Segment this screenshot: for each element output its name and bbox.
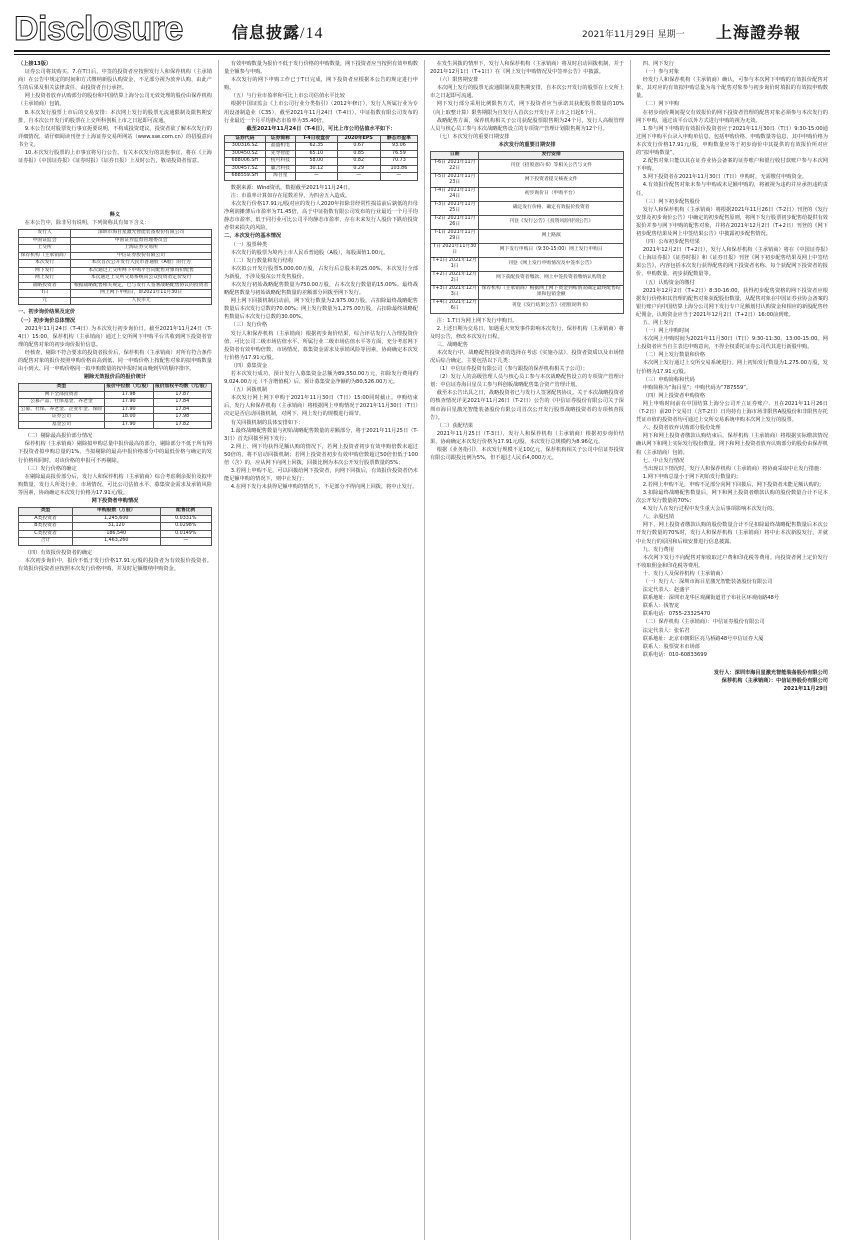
table-cell: 70.73 (380, 158, 417, 166)
table-cell: 300450.SZ (225, 150, 266, 158)
table-cell: 保荐机构（主承销商）根据网上网下资金到账情况确定最终配售结果和包销金额 (479, 285, 624, 299)
paragraph: （四）公布初步配售结果 (642, 239, 700, 246)
table-row (19, 275, 212, 283)
masthead-rule (14, 50, 830, 52)
paragraph: （二）发行数量和发行结构 (230, 257, 294, 264)
paragraph-group (224, 60, 418, 125)
table-cell: 0.29 (337, 165, 380, 173)
table-cell: 上海证券交易所 (71, 245, 212, 253)
table-cell: 合计 (19, 538, 73, 546)
table-cell: 1,463,260 (73, 538, 161, 546)
paragraph: 9.本公告仅对股票发行事宜扼要说明，不构成投资建议。投资者欲了解本次发行的详细情况，请仔细阅读刊登于上海证券交易所网站（www.sse.com.cn）的招股意向书全文。 (18, 125, 212, 148)
table-cell: 17.90 (104, 406, 153, 414)
table-cell: 网上发行 (19, 275, 71, 283)
table-caption: 截至2021年11月24日（T-4日），可比上市公司估值水平如下： (246, 125, 396, 132)
paragraph: （三）发行价格 (230, 322, 268, 329)
paragraph: 本次网下发行不向配售对象收取过户费和印花税等费用。向投资者网上定价发行不收取佣金和印花税等费用。 (636, 554, 828, 569)
table-cell: T-3日 2021年11月25日 (431, 201, 479, 215)
paragraph: （七）本次发行的重要日期安排 (436, 133, 510, 140)
table-cell: B类投资者 (19, 523, 73, 531)
table-cell: 网下投资者提交核查文件 (479, 173, 624, 187)
paragraph: 申购简称为“海目星”；申购代码为“787559”。 (642, 384, 752, 391)
table-cell: 186,540 (73, 530, 161, 538)
paragraph: 网下、网上投资者缴款认购的股份数量合计不足扣除最终战略配售数量后本次公开发行数量的70%时，发行人和保荐机构（主承销商）将中止本次新股发行，并就中止发行的原因和后续安排进行信息披露。 (636, 522, 828, 545)
table-cell: 300457.SZ (225, 165, 266, 173)
table-cell: 300316.SZ (225, 143, 266, 151)
table-row (19, 421, 212, 429)
table-row (19, 252, 212, 260)
table-cell: 18.00 (104, 414, 153, 422)
table-cell: 刊登《发行公告》《投资风险特别公告》 (479, 215, 624, 229)
table-cell: — (337, 173, 380, 181)
definitions-heading: 释义 (109, 212, 121, 219)
table-cell: 17.87 (153, 391, 211, 399)
paragraph: 联系人：股票资本市场部 (642, 643, 700, 650)
paragraph: 本次网上发行通过上交所交易系统进行。网上初始发行数量为1,275.00万股，发行价格为17.91元/股。 (636, 360, 828, 375)
paragraph: 在发生回拨的情形下，发行人和保荐机构（主承销商）将及时启动回拨机制，并于2021年12月1日（T+1日）在《网上发行申购情况及中签率公告》中披露。 (430, 61, 624, 76)
table-cell: 初步询价日（申购平台） (479, 187, 624, 201)
table-row (19, 237, 212, 245)
paragraph: 注：市盈率计算如存在尾数差异，为四舍五入造成。 (230, 192, 351, 199)
quote-stats-table (18, 383, 212, 429)
table-cell: T+2日 2021年12月2日 (431, 271, 479, 285)
paragraph: 1.网下申购总量小于网下初始发行数量的； (642, 473, 742, 480)
table-cell: 0.0298% (160, 523, 212, 531)
paragraph: 本次发行的网下申购工作已于T日完成，网下投资者应根据本公告的规定进行申购。 (224, 77, 418, 92)
paragraph: 2.配售对象只能以其在证券业协会备案的证券账户和银行收付款账户参与本次网下申购。 (636, 158, 828, 173)
paragraph: 八、余股包销 (642, 514, 674, 521)
paragraph: （四）募集资金 (230, 362, 268, 369)
table-header-cell: 报价中位数（元/股） (106, 384, 152, 390)
paragraph: 根据《业务指引》，本次发行规模不足10亿元，保荐机构相关子公司中信证券投资有限公司跟投比例为5%，但不超过人民币4,000万元。 (430, 447, 624, 462)
paragraph: 本次发行初始战略配售数量为750.00万股，占本次发行数量的15.00%。最终战略配售数量与初始战略配售数量的差额部分回拨至网下发行。 (224, 281, 418, 297)
paragraph: （一）股票种类 (230, 241, 268, 248)
signature-date: 2021年11月29日 (783, 686, 828, 693)
table-row (225, 150, 418, 158)
table-row (431, 159, 624, 173)
table-row (225, 165, 418, 173)
paragraph: 根据中国证监会《上市公司行业分类指引》（2012年修订），发行人所属行业为专用设备制造业（C35），截至2021年11月24日（T-4日），中证指数有限公司发布的行业最近一个月平均静态市盈率为35.40倍。 (224, 101, 418, 124)
table-cell: T日 2021年11月30日 (431, 243, 479, 257)
paragraph: 发行人和保荐机构（主承销商）将根据2021年11月26日（T-2日）刊登的《发行安排及初步询价公告》中确定的初步配售原则，将网下发行股票初步配售给提供有效报价并参与网下申购的配售对象，并将在2021年12月2日（T+2日）刊登的《网下初步配售结果及网上中签结果公告》中披露初步配售情况。 (636, 206, 828, 237)
paragraph: 4.在网下发行未获得足额申购的情况下，不足部分不得向网上回拨，将中止发行。 (230, 484, 418, 491)
paragraph: 2021年12月2日（T+2日）8:30-16:00，获得初步配售资格的网下投资者应根据发行价格和其管理的配售对象获配股份数量，从配售对象在中国证券业协会备案的银行账户向中国结算上海分公司网下发行专户足额划付认购资金和相应的新股配售经纪佣金，认购资金应当于2021年12月2日（T+2日）16:00前到账。 (636, 287, 828, 318)
section-heading: 二、本次发行的基本情况 (224, 233, 282, 240)
table-row (431, 201, 624, 215)
paragraph: （三）申购简称和代码 (642, 376, 695, 383)
table-cell: 688559.SH (225, 173, 266, 181)
table-cell: 31,120 (73, 523, 161, 531)
schedule-table (430, 151, 624, 314)
table-cell: 网下发行申购日（9:30-15:00）网上发行申购日 (479, 243, 624, 257)
table-cell: 1,245,600 (73, 515, 161, 523)
paragraph: 本次发行中，战略配售投资者的选择在考虑《实施办法》、投资者资质以及市场情况后综合确定，主要包括以下几类： (430, 349, 624, 364)
paragraph: 3.扣除最终战略配售数量后，网下和网上投资者缴款认购的股份数量合计不足本次公开发行数量的70%； (636, 489, 828, 505)
paragraph: 四、网下发行 (642, 61, 674, 67)
table-cell: C类投资者 (19, 530, 73, 538)
paragraph: 4.有效报价配售对象未参与申购或未足额申购的，将被视为违约并应承担违约责任。 (636, 182, 828, 197)
section-label: 信息披露 (232, 23, 301, 42)
paragraph: 当出现以下情况时，发行人和保荐机构（主承销商）将协商采取中止发行措施： (642, 465, 825, 472)
paragraph: 证券公司将其购买。7.在T日后，中签的投资者应按照发行人和保荐机构（主承销商）在公告中规定的时间和方式缴纳新股认购资金，不足部分视为放弃认购，由此产生的后果及相关法律责任，由投资者自行承担。 (18, 69, 212, 92)
signature-block (636, 669, 828, 693)
paragraph: （二）网上发行数量和价格 (642, 352, 706, 359)
table-row (431, 215, 624, 229)
paragraph: 本次发行网上网下申购于2021年11月30日（T日）15:00同时截止。申购结束后，发行人和保荐机构（主承销商）将根据网上申购情况于2021年11月30日（T日）决定是否启动回拨机制，对网下、网上发行的规模进行调节。 (224, 395, 418, 418)
paragraph: 联系地址：北京市朝阳区亮马桥路48号中信证券大厦 (642, 635, 764, 642)
table-cell: 本次通过上交所交易系统向公众投资者定价发行 (71, 275, 212, 283)
table-cell: 17.90 (104, 399, 153, 407)
paragraph: 保荐机构（主承销商）剔除拟申购总量中报价最高的部分，剔除部分不低于所有网下投资者拟申购总量的1%。当拟剔除的最高申报价格部分中的最低价格与确定的发行价格相同时，对该价格的申报可不再剔除。 (18, 441, 212, 464)
table-cell: 网下全部投资者 (19, 391, 105, 399)
table-caption: 本次发行的重要日期安排 (498, 141, 556, 148)
table-cell: 17.84 (153, 406, 211, 414)
table-header-cell: 配售比例 (160, 508, 212, 516)
table-cell: 海目星 (265, 173, 296, 181)
table-header-cell: 发行安排 (479, 152, 624, 160)
table-cell: 杭可科技 (265, 158, 296, 166)
table-cell: 62.35 (296, 143, 337, 151)
paragraph: 联系电话：010-60833699 (642, 651, 707, 658)
table-cell: 网上路演 (479, 229, 624, 243)
table-cell: 17.98 (153, 414, 211, 422)
paragraph: 六、投资者放弃认购部分股份处理 (642, 425, 721, 432)
table-cell: 公募、社保、养老金、企业年金、保险 (19, 406, 105, 414)
issuer-signature: 发行人：深圳市海目星激光智能装备股份有限公司 (713, 669, 828, 676)
paragraph: 五、网上发行 (642, 320, 674, 326)
newspaper-name: 上海證券報 (716, 23, 802, 42)
table-row (19, 391, 212, 399)
column-4 (636, 60, 828, 1240)
paragraph: 2021年12月2日（T+2日），发行人和保荐机构（主承销商）将在《中国证券报》《上海证券报》《证券时报》和《证券日报》刊登《网下初步配售结果及网上中签结果公告》，内容包括本次发行获得配售的网下投资者名称、每个获配网下投资者的报价、申购数量、初步获配数量等。 (636, 247, 828, 278)
paragraph: （二）获配结果 (436, 422, 474, 429)
table-cell: 17.98 (104, 391, 153, 399)
table-cell: 赢合科技 (265, 165, 296, 173)
table-row (19, 414, 212, 422)
article-body (18, 60, 828, 1240)
table-row (431, 243, 624, 257)
paragraph-group (636, 60, 828, 659)
paragraph: 发行人和保荐机构（主承销商）根据初步询价结果，综合评估发行人合理投资价值、可比公司二级市场估值水平、所属行业二级市场估值水平等方面，充分考虑网下投资者有效申购倍数、市场情况、募集资金需求及承销风险等因素，协商确定本次发行价格为17.91元/股。 (224, 330, 418, 361)
table-cell: 根据战略配售相关规定，已与发行人签署战略配售协议的投资者 (71, 282, 212, 290)
table-header-cell: 类型 (19, 384, 105, 392)
paragraph: （二）保荐机构（主承销商）：中信证券股份有限公司 (642, 619, 765, 626)
paragraph: 法定代表人：张佑君 (642, 627, 690, 634)
table-row (19, 523, 212, 531)
paragraph: 本次初步询价中，报价不低于发行价格17.91元/股的投资者为有效报价投资者。有效报价投资者应按照本次发行价格申购，并及时足额缴纳申购资金。 (18, 557, 212, 572)
table-cell: 0.67 (337, 143, 380, 151)
table-cell: 本次发行 (19, 260, 71, 268)
table-row (19, 260, 212, 268)
table-cell: T+1日 2021年12月1日 (431, 257, 479, 271)
table-cell: — (380, 173, 417, 181)
table-cell: — (296, 173, 337, 181)
table-row (19, 297, 212, 305)
table-cell: 65.10 (296, 150, 337, 158)
table-cell: 刊登《网上发行申购情况及中签率公告》 (479, 257, 624, 271)
table-note: 注：1.T日为网上网下发行申购日。 (436, 317, 518, 324)
table-cell: 本次通过上交所网下申购平台向配售对象询价配售 (71, 267, 212, 275)
paragraph: 1.最终战略配售数量与初始战略配售数量的差额部分，将于2021年11月25日（T-3日）首先回拨至网下发行； (224, 427, 418, 442)
paragraph: （2）发行人的高级管理人员与核心员工参与本次战略配售设立的专项资产管理计划：中信证券海目星员工参与科创板战略配售集合资产管理计划。 (430, 374, 624, 389)
table-cell: 17.90 (104, 421, 153, 429)
paragraph: 本次网上发行的股票无流通限制及限售期安排，自本次公开发行的股票在上交所上市之日起即可流通。 (430, 85, 624, 100)
paragraph: （三）发行价格的确定 (24, 465, 77, 472)
table-cell: 中国证监会 (19, 237, 71, 245)
table-header-cell: 证券代码 (225, 135, 266, 143)
paragraph: 本次网上申购时间为2021年11月30日（T日）9:30-11:30、13:00-15:00。网上投资者应当自主表达申购意向，不得全权委托证券公司代其进行新股申购。 (636, 336, 828, 351)
paragraph-group (18, 325, 212, 374)
table-cell: 刊登《发行结果公告》《招股说明书》 (479, 299, 624, 313)
table-row (225, 173, 418, 181)
table-row (431, 271, 624, 285)
table-cell: 战略投资者 (19, 282, 71, 290)
paragraph: 网上网下回拨机制启动前，网下发行数量为2,975.00万股，占扣除最终战略配售数量后本次发行总数的70.00%；网上发行数量为1,275.00万股，占扣除最终战略配售数量后本次发行总数的30.00%。 (224, 298, 418, 321)
paragraph: （二）网下申购 (642, 101, 680, 108)
paragraph-group (430, 60, 624, 141)
table-cell: T-4日 2021年11月24日 (431, 187, 479, 201)
paragraph: 10.本次发行股票的上市事宜将另行公告。有关本次发行的其他事宜，将在《上海证券报》《中国证券报》《证券时报》《证券日报》上及时公告，敬请投资者留意。 (18, 150, 212, 165)
paragraph: 截至本公告出具之日，战略投资者已与发行人签署配售协议。关于本次战略投资者的核查情况详见2021年11月26日（T-2日）公告的《中信证券股份有限公司关于深圳市海目星激光智能装备股份有限公司首次公开发行股票战略投资者的专项核查报告》。 (430, 390, 624, 421)
table-cell: 网下发行 (19, 267, 71, 275)
subsection-heading: （一）初步询价总体情况 (18, 317, 76, 324)
table-cell: 先导智能 (265, 150, 296, 158)
table-cell: T-1日 2021年11月29日 (431, 229, 479, 243)
paragraph-group (224, 241, 418, 492)
table-cell: 基金公司 (19, 421, 105, 429)
paragraph: （一）发行人：深圳市海目星激光智能装备股份有限公司 (642, 579, 773, 585)
table-row (19, 290, 212, 298)
table-row (225, 158, 418, 166)
table-cell: 0.82 (337, 158, 380, 166)
paragraph: 战略配售方面，保荐机构相关子公司获配股票限售期为24个月，发行人高级管理人员与核心员工参与本次战略配售设立的专项资产管理计划限售期为12个月。 (430, 117, 624, 132)
section-heading: 一、初步询价结果及定价 (18, 309, 76, 316)
page-number: /14 (300, 25, 324, 42)
table-row (19, 230, 212, 238)
paragraph: 联系电话：0755-23325470 (642, 611, 711, 618)
paragraph-group (18, 432, 212, 497)
subscription-table (18, 507, 212, 546)
paragraph-group (430, 325, 624, 463)
column-2 (224, 60, 418, 1240)
underwriter-signature: 保荐机构（主承销商）：中信证券股份有限公司 (721, 678, 828, 685)
table-cell: 网下获配投资者缴款、网上中签投资者缴纳认购资金 (479, 271, 624, 285)
table-cell: A类投资者 (19, 515, 73, 523)
table-cell: T-5日 2021年11月23日 (431, 173, 479, 187)
table-row (19, 282, 212, 290)
table-row (19, 399, 212, 407)
table-header-cell: 日期 (431, 152, 479, 160)
definitions-table (18, 229, 212, 305)
paragraph: 2.网上、网下均获得足额认购的情况下，若网上投资者初步有效申购倍数未超过50倍的，将不启动回拨机制；若网上投资者初步有效申购倍数超过50倍但低于100倍（含）的，应从网下向网上回拨，回拨比例为本次公开发行股票数量的5%； (224, 443, 418, 467)
table-row (19, 406, 212, 414)
paragraph: 8.本次发行股票上市后的交易安排：本次网上发行的股票无流通限制及限售期安排，自本次公开发行的股票在上交所科创板上市之日起即可流通。 (18, 109, 212, 124)
table-note: 数据来源：Wind资讯，数据截至2021年11月24日。 (230, 184, 354, 191)
section-title (232, 20, 323, 43)
paragraph: 经发行人和保荐机构（主承销商）确认，可参与本次网下申购的有效报价配售对象，其对应的有效拟申购总量为每个配售对象参与初步询价时填报的有效拟申购数量。 (636, 77, 828, 100)
paragraph: 3.网下投资者在2021年11月30日（T日）申购时，无需缴付申购资金。 (642, 174, 807, 181)
brand-logo: Disclosure (14, 10, 183, 48)
table-header-cell: 申购股数（万股） (73, 508, 161, 516)
paragraph: 联系地址：深圳市龙华区观澜街道君子布社区环观南路48号 (642, 595, 780, 602)
table-header-cell: 类型 (19, 508, 73, 516)
table-cell: 0.0331% (160, 515, 212, 523)
paragraph: 有效申购数量为报价不低于发行价格的申购数量，网下投资者应当按照有效申购数量全额参与申购。 (224, 61, 418, 76)
masthead (14, 12, 830, 48)
table-cell: — (160, 538, 212, 546)
paragraph: 2021年11月24日（T-4日）为本次发行初步询价日。截至2021年11月24日（T-4日）15:00，保荐机构（主承销商）通过上交所网下申购平台共收到网下投资者管理的配售对象的初步询价报价信息。 (18, 325, 212, 348)
table-cell: T-2日 2021年11月26日 (431, 215, 479, 229)
paragraph: 1.参与网下申购的有效报价投资者应于2021年11月30日（T日）9:30-15:00通过网下申购平台录入申购单信息，包括申购价格、申购数量等信息，其中申购价格为本次发行价格17.91元/股，申购数量应等于初步询价中其提供的有效报价所对应的“拟申购数量”。 (636, 125, 828, 157)
paragraph: 网上申购时间前在中国结算上海分公司开立证券账户、且在2021年11月26日（T-2日）前20个交易日（含T-2日）日均持有上海市场非限售A股股份和非限售存托凭证市值的投资者均可通过上交所交易系统申购本次网上发行的股票。 (636, 400, 828, 424)
paragraph: （一）网上申购时间 (642, 328, 690, 335)
paragraph: 九、发行费用 (642, 546, 674, 553)
column-3 (430, 60, 624, 1240)
table-cell: 中信证券股份有限公司 (71, 252, 212, 260)
table-cell: T+3日 2021年12月3日 (431, 285, 479, 299)
table-cell: 本次首次公开发行人民币普通股（A股）的行为 (71, 260, 212, 268)
table-cell: 103.86 (380, 165, 417, 173)
paragraph: 若本次发行成功，预计发行人募集资金总额为89,550.00万元，扣除发行费用约9,024.00万元（不含增值税）后，预计募集资金净额约为80,526.00万元。 (224, 371, 418, 386)
table-row (431, 187, 624, 201)
paragraph: 2021年11月25日（T-3日），发行人和保荐机构（主承销商）根据初步询价结果，协商确定本次发行价格为17.91元/股，本次发行总规模约为8.96亿元。 (430, 430, 624, 445)
paragraph: 法定代表人：赵盛宇 (642, 587, 690, 594)
paragraph: 网下发行部分采用比例限售方式，网下投资者应当承诺其获配股票数量的10%（向上取整计算）限售期限为自发行人首次公开发行并上市之日起6个月。 (430, 101, 624, 116)
masthead-rule-thin (14, 54, 830, 55)
issue-date: 2021年11月29日 星期一 (582, 30, 685, 40)
paragraph: 2.若网上申购不足，申购不足部分向网下回拨后，网下投资者未能足额认购的； (642, 481, 825, 488)
table-cell: 公募产品、社保基金、养老金 (19, 399, 105, 407)
column-1 (18, 60, 212, 1240)
paragraph: 经核查，剔除不符合要求的投资者报价后，保荐机构（主承销商）对所有符合条件的配售对象的报价按照申购价格由高到低、同一申购价格上按配售对象的拟申购数量由小到大、同一申购价格同一拟申购数量的按申报时间由晚到早的顺序排序。 (18, 349, 212, 373)
table-cell: 0.85 (337, 150, 380, 158)
paragraph: 联系人：钱智龙 (642, 603, 680, 610)
table-cell: 确定发行价格、确定有效报价投资者 (479, 201, 624, 215)
table-cell: 93.06 (380, 143, 417, 151)
table-header-cell: 报价加权平均数（元/股） (155, 384, 210, 390)
paragraph: 本次拟公开发行股票5,000.00万股，占发行后总股本的25.00%。本次发行全部为新股，不涉及股东公开发售股份。 (224, 265, 418, 280)
table-header-cell: 静态市盈率 (380, 135, 417, 143)
table-cell: 保荐机构（主承销商） (19, 252, 71, 260)
table-cell: 刊登《招股意向书》等相关公告与文件 (479, 159, 624, 173)
paragraph: （三）网下初步配售股份 (642, 198, 700, 205)
table-row (19, 245, 212, 253)
table-cell: 人民币元 (71, 297, 212, 305)
table-cell: 深圳市海目星激光智能装备股份有限公司 (71, 230, 212, 238)
paragraph: （四）网上投资者申购资格 (642, 392, 706, 399)
table-row (431, 257, 624, 271)
paragraph: 本次发行的股票为境内上市人民币普通股（A股），每股面值1.00元。 (230, 249, 389, 256)
table-cell: 网上网下申购日，即2021年11月30日 (71, 290, 212, 298)
table-row (225, 143, 418, 151)
table-cell: T-6日 2021年11月22日 (431, 159, 479, 173)
spacer (18, 165, 212, 211)
table-header-cell: 证券简称 (265, 135, 296, 143)
paragraph: 2.上述日期为交易日，如遇重大突发事件影响本次发行，保荐机构（主承销商）将及时公告，修改本次发行日程。 (430, 325, 624, 340)
table-cell: 发行人 (19, 230, 71, 238)
paragraph: 十、发行人及保荐机构（主承销商） (642, 570, 726, 577)
table-cell: 17.82 (153, 421, 211, 429)
paragraph-group (18, 68, 212, 165)
table-cell: 中国证券监督管理委员会 (71, 237, 212, 245)
table-caption: 剔除无效报价后的报价统计 (83, 374, 147, 381)
continuation-note: （上接13版） (18, 61, 52, 67)
paragraph: 网下和网上投资者缴款认购结束后，保荐机构（主承销商）将根据实际缴款情况确认网下和网上实际发行股份数量。网下和网上投资者放弃认购部分的股份由保荐机构（主承销商）包销。 (636, 433, 828, 456)
table-cell: T+4日 2021年12月6日 (431, 299, 479, 313)
paragraph: （五）与行业市盈率和可比上市公司估值水平比较 (230, 93, 345, 100)
paragraph: （五）回拨机制 (230, 387, 268, 394)
table-cell: 688006.SH (225, 158, 266, 166)
comparable-companies-table (224, 135, 418, 181)
table-header-cell: T-4日收盘价 (296, 135, 337, 143)
table-row (19, 538, 212, 546)
paragraph-group (18, 549, 212, 573)
table-cell: 58.00 (296, 158, 337, 166)
paragraph: 本次发行价格17.91元/股对应的发行人2020年扣除非经常性损益前后孰低的归母净利润摊薄后市盈率为71.45倍，高于中证指数有限公司发布的行业最近一个月平均静态市盈率，低于同行业可比公司平均静态市盈率，存在未来发行人股价下跌给投资者带来损失的风险。 (224, 201, 418, 232)
table-row (431, 229, 624, 243)
paragraph: 在剔除最高报价部分后，发行人和保荐机构（主承销商）综合考虑剩余报价及拟申购数量、发行人所处行业、市场情况、可比公司估值水平、募集资金需求及承销风险等因素，协商确定本次发行价格为17.91元/股。 (18, 473, 212, 496)
table-row (431, 299, 624, 313)
paragraph-group (224, 192, 418, 232)
paragraph: （一）参与对象 (642, 69, 680, 76)
table-cell: 元 (19, 297, 71, 305)
paragraph: 七、中止发行情况 (642, 457, 685, 464)
table-row (431, 285, 624, 299)
paragraph: （六）限售期安排 (436, 77, 479, 84)
paragraph: 在初步询价期间提交有效报价的网下投资者管理的配售对象必须参与本次发行的网下申购，通过该平台以外方式进行申购的视为无效。 (636, 109, 828, 124)
definitions-intro: 在本公告中，除非另有说明，下列简称具有如下含义： (24, 220, 150, 227)
table-cell: 76.59 (380, 150, 417, 158)
table-cell: 晶盛机电 (265, 143, 296, 151)
paragraph: 网上投资者放弃认购部分的股份和中国结算上海分公司无效处理的股份由保荐机构（主承销商）包销。 (18, 93, 212, 108)
paragraph: 有关回拨机制的具体安排如下： (230, 419, 304, 426)
paragraph: （四）有效报价投资者的确定 (24, 549, 93, 556)
table-row (431, 173, 624, 187)
table-header-cell: 2020年EPS (337, 135, 380, 143)
table-row (19, 515, 212, 523)
paragraph: 三、战略配售 (436, 341, 468, 348)
table-caption: 网下投资者申购情况 (91, 498, 139, 504)
paragraph: （1）中信证券投资有限公司（参与跟投的保荐机构相关子公司）； (436, 366, 588, 373)
paragraph: （二）剔除最高报价部分情况 (24, 433, 93, 440)
paragraph: （五）认购资金的缴付 (642, 279, 695, 286)
table-cell: T日 (19, 290, 71, 298)
table-cell: 证券公司 (19, 414, 105, 422)
table-cell: 17.84 (153, 399, 211, 407)
table-cell: 上交所 (19, 245, 71, 253)
paragraph: 4.发行人在发行过程中发生重大会后事项影响本次发行的。 (642, 506, 778, 513)
table-cell: 0.0149% (160, 530, 212, 538)
table-row (19, 267, 212, 275)
table-row (19, 530, 212, 538)
paragraph: 3.若网上申购不足，可以回拨给网下投资者，向网下回拨后，有效报价投资者仍未能足额申购的情况下，则中止发行； (224, 468, 418, 483)
table-cell: 30.12 (296, 165, 337, 173)
